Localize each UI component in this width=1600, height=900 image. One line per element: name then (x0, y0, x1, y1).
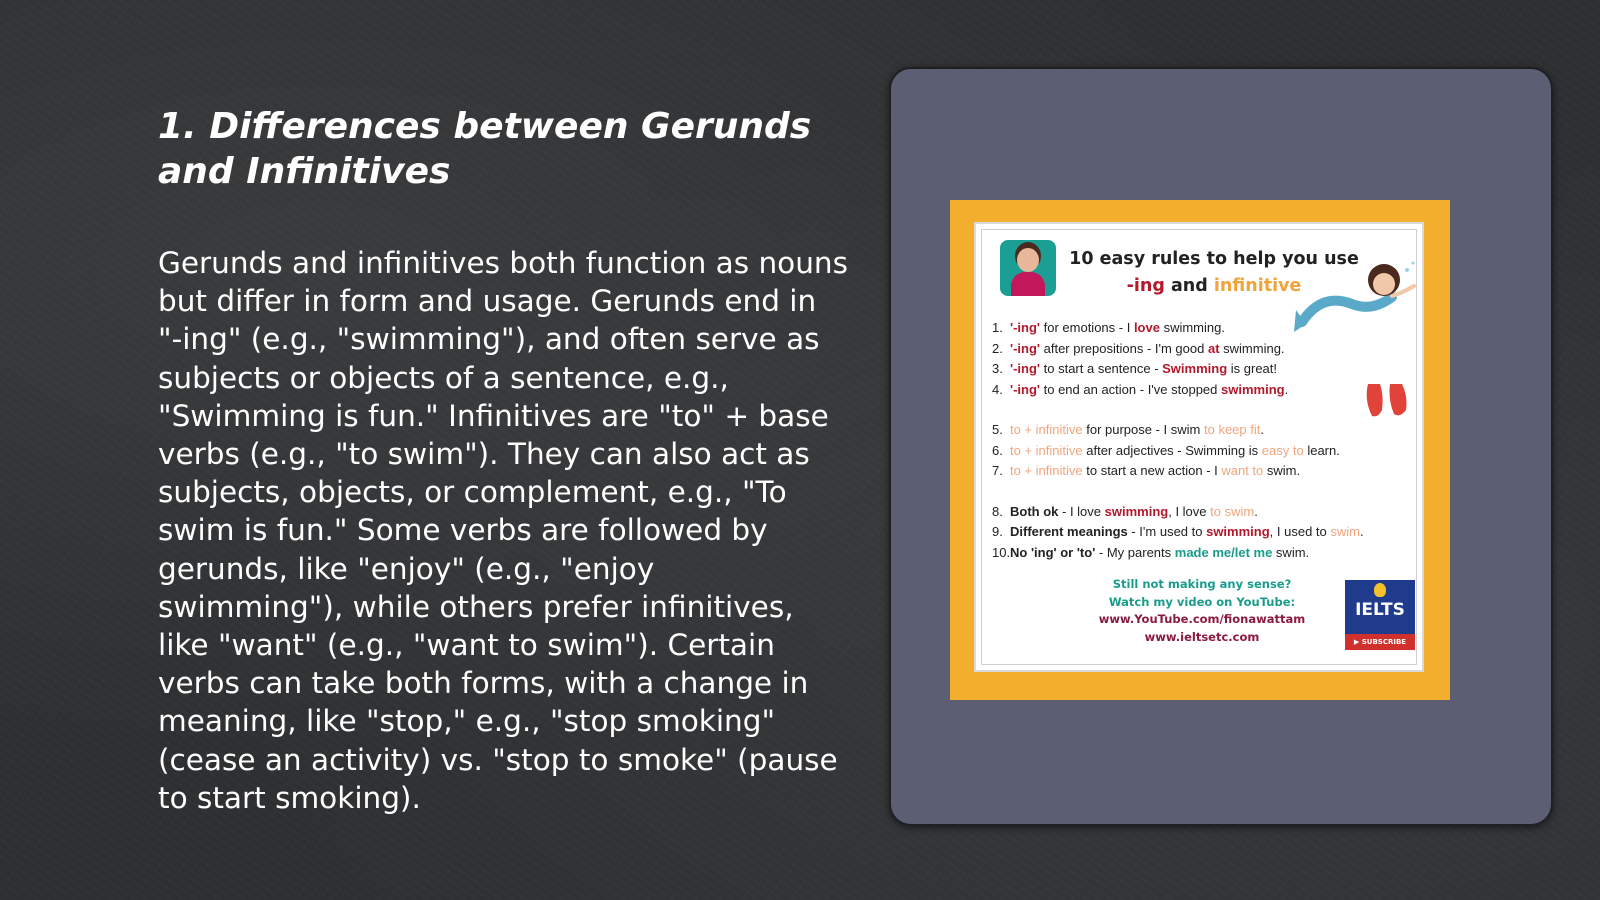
title-ing: -ing (1126, 276, 1165, 296)
rule-3: 3. '-ing' to start a sentence - Swimming is great! (992, 361, 1278, 376)
footer-website-link: www.ieltsetc.com (1144, 629, 1260, 644)
rule-9: 9. Different meanings - I'm used to swimming, I used to swim. (992, 524, 1364, 539)
rule-4: 4. '-ing' to end an action - I've stopped swimming. (992, 381, 1289, 397)
title-infinitive: infinitive (1213, 276, 1302, 296)
rule-5: 5. to + infinitive for purpose - I swim to keep fit. (992, 422, 1264, 437)
poster-footer (1082, 576, 1322, 646)
poster-card (974, 222, 1424, 672)
ielts-logo (1345, 580, 1415, 650)
slide-title: 1. Differences between Gerunds and Infinitives (158, 106, 812, 192)
poster-inner (981, 229, 1417, 665)
ielts-logo-text: IELTS (1355, 600, 1405, 620)
rule-6: 6. to + infinitive after adjectives - Swimming is easy to learn. (992, 442, 1340, 458)
footer-line1: Still not making any sense? (1112, 577, 1292, 591)
teacher-avatar-icon (1000, 240, 1056, 296)
poster-title-line1: 10 easy rules to help you use (1069, 249, 1359, 269)
title-and: and (1170, 276, 1208, 296)
lightbulb-icon (1374, 583, 1386, 597)
rule-7: 7. to + infinitive to start a new action - I want to swim. (992, 463, 1301, 478)
footer-youtube-link: www.YouTube.com/fionawattam (1098, 612, 1306, 626)
rules-list (992, 318, 1432, 563)
subscribe-badge: ▶ SUBSCRIBE (1345, 634, 1415, 650)
rule-2: 2. '-ing' after prepositions - I'm good at swimming. (992, 340, 1285, 356)
grammar-poster (950, 200, 1450, 700)
rule-8: 8. Both ok - I love swimming, I love to swim. (992, 503, 1258, 519)
rule-1: 1. '-ing' for emotions - I love swimming. (992, 320, 1225, 335)
footer-line2: Watch my video on YouTube: (1108, 594, 1296, 609)
slide-body-text: Gerunds and infinitives both function as nouns but differ in form and usage. Gerunds end in "-ing" (e.g., "swimming"), and often serve as subjects or objects of a sentence, e.g., "Swimming is fun." Infinitives are "to" + base verbs (e.g., "to swim"). They can also act as subjects, objects, or complement, e.g., "To swim is fun." Some verbs are followed by gerunds, like "enjoy" (e.g., "enjoy swimming"), while others prefer infinitives, like "want" (e.g., "want to swim"). Certain verbs can take both forms, with a change in meaning, like "stop," e.g., "stop smoking" (cease an activity) vs. "stop to smoke" (pause to start smoking). (158, 246, 848, 815)
swim-fins-icon (1362, 380, 1412, 420)
rule-10: 10.No 'ing' or 'to' - My parents made me/let me swim. (992, 544, 1310, 560)
